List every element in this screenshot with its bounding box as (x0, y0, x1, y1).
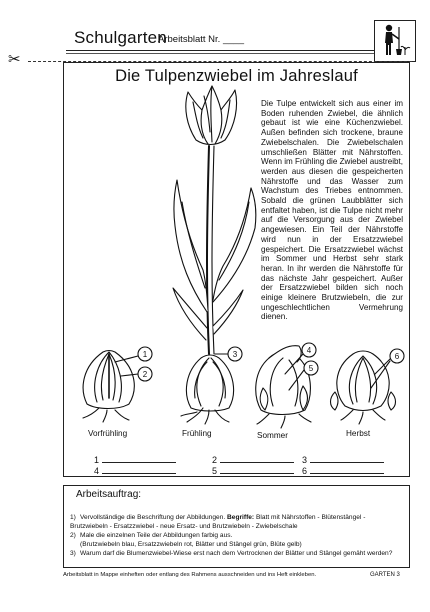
autumn-bulb (331, 349, 405, 424)
summer-bulb (256, 343, 318, 428)
task-text: Vervollständige die Beschriftung der Abbildungen. (80, 514, 226, 521)
tulip-flower (186, 86, 237, 145)
stage-label-herbst: Herbst (346, 429, 371, 438)
footer-series: GARTEN 3 (370, 572, 400, 578)
marker-1: 1 (142, 350, 148, 359)
terms-list: Blatt mit Nährstoffen - Blütenstängel - Brutzwiebeln - Ersatzzwiebel - neue Ersatz- und Brutzwiebeln - Zwiebelschale (70, 514, 366, 530)
task-item-2 (70, 531, 402, 549)
task-number: 1) (70, 514, 76, 521)
early-spring-bulb (83, 347, 152, 422)
terms-label: Begriffe: (227, 514, 255, 521)
scissors-icon: ✂ (8, 51, 21, 68)
blank-number: 1 (94, 455, 100, 465)
info-paragraph: Die Tulpe entwickelt sich aus einer im Boden ruhenden Zwiebel, die ähnlich gebaut ist wie eine Küchenzwiebel. Außen befinden sich trockene, braune Zwiebelschalen. Die Zwiebelschalen umschließen Blätter mit Nährstoffen. Wenn im Frühling die Zwiebel austreibt, werden aus diesen die gespeicherten Nährstoffe und das Wasser zum Wachstum des Triebes entnommen. Sobald die grünen Laubblätter sich entfaltet haben, ist die Tulpe nicht mehr auf die Versorgung aus der Zwiebel angewiesen. Ein Teil der Nährstoffe wird nun in der Ersatzzwiebel gespeichert. Die Ersatzzwiebel wächst im Sommer und Herbst sehr stark heran. In ihr werden die Nährstoffe für das nächste Jahr gespeichert. Außer der Ersatzzwiebel bilden sich noch einige kleinere Brutzwiebeln, die zur ungeschlechtlichen Vermehrung dienen. (261, 99, 404, 322)
task-title: Arbeitsauftrag: (76, 489, 142, 500)
tulip-leaves (173, 180, 256, 340)
blank-number: 5 (212, 466, 218, 476)
header-title: Schulgarten (74, 28, 167, 47)
blank-number: 6 (302, 466, 308, 476)
marker-3: 3 (232, 350, 238, 359)
blank-number: 3 (302, 455, 308, 465)
task-text: Warum darf die Blumenzwiebel-Wiese erst nach dem Vertrocknen der Blätter und Stängel gemäht werden? (80, 550, 393, 557)
header-rule (66, 50, 378, 51)
stage-label-sommer: Sommer (257, 431, 288, 440)
tulip-stem (207, 146, 209, 354)
main-title: Die Tulpenzwiebel im Jahreslauf (115, 67, 358, 85)
task-box (63, 485, 410, 568)
marker-4: 4 (306, 346, 312, 355)
blank-number: 2 (212, 455, 218, 465)
task-item-1 (70, 513, 402, 531)
header-rule-thin (66, 53, 378, 54)
footer-note: Arbeitsblatt in Mappe einheften oder entlang des Rahmens ausschneiden und ins Heft einkleben. (63, 572, 317, 578)
stage-label-fruehling: Frühling (182, 429, 212, 438)
gardener-figure-icon (374, 20, 416, 62)
task-number: 3) (70, 550, 76, 557)
marker-5: 5 (308, 364, 314, 373)
task-subtext: (Brutzwiebeln blau, Ersatzzwiebeln rot, Blätter und Stängel grün, Blüte gelb) (80, 541, 302, 548)
sheet-number-label: Arbeitsblatt Nr. ____ (158, 34, 245, 45)
task-item-3 (70, 549, 402, 558)
stage-label-vorfruehling: Vorfrühling (88, 429, 128, 438)
task-text: Male die einzelnen Teile der Abbildungen farbig aus. (80, 532, 233, 539)
marker-6: 6 (394, 352, 400, 361)
tulip-illustrations (63, 62, 408, 475)
marker-2: 2 (142, 370, 148, 379)
task-number: 2) (70, 532, 76, 539)
task-list (70, 513, 402, 558)
blank-number: 4 (94, 466, 100, 476)
